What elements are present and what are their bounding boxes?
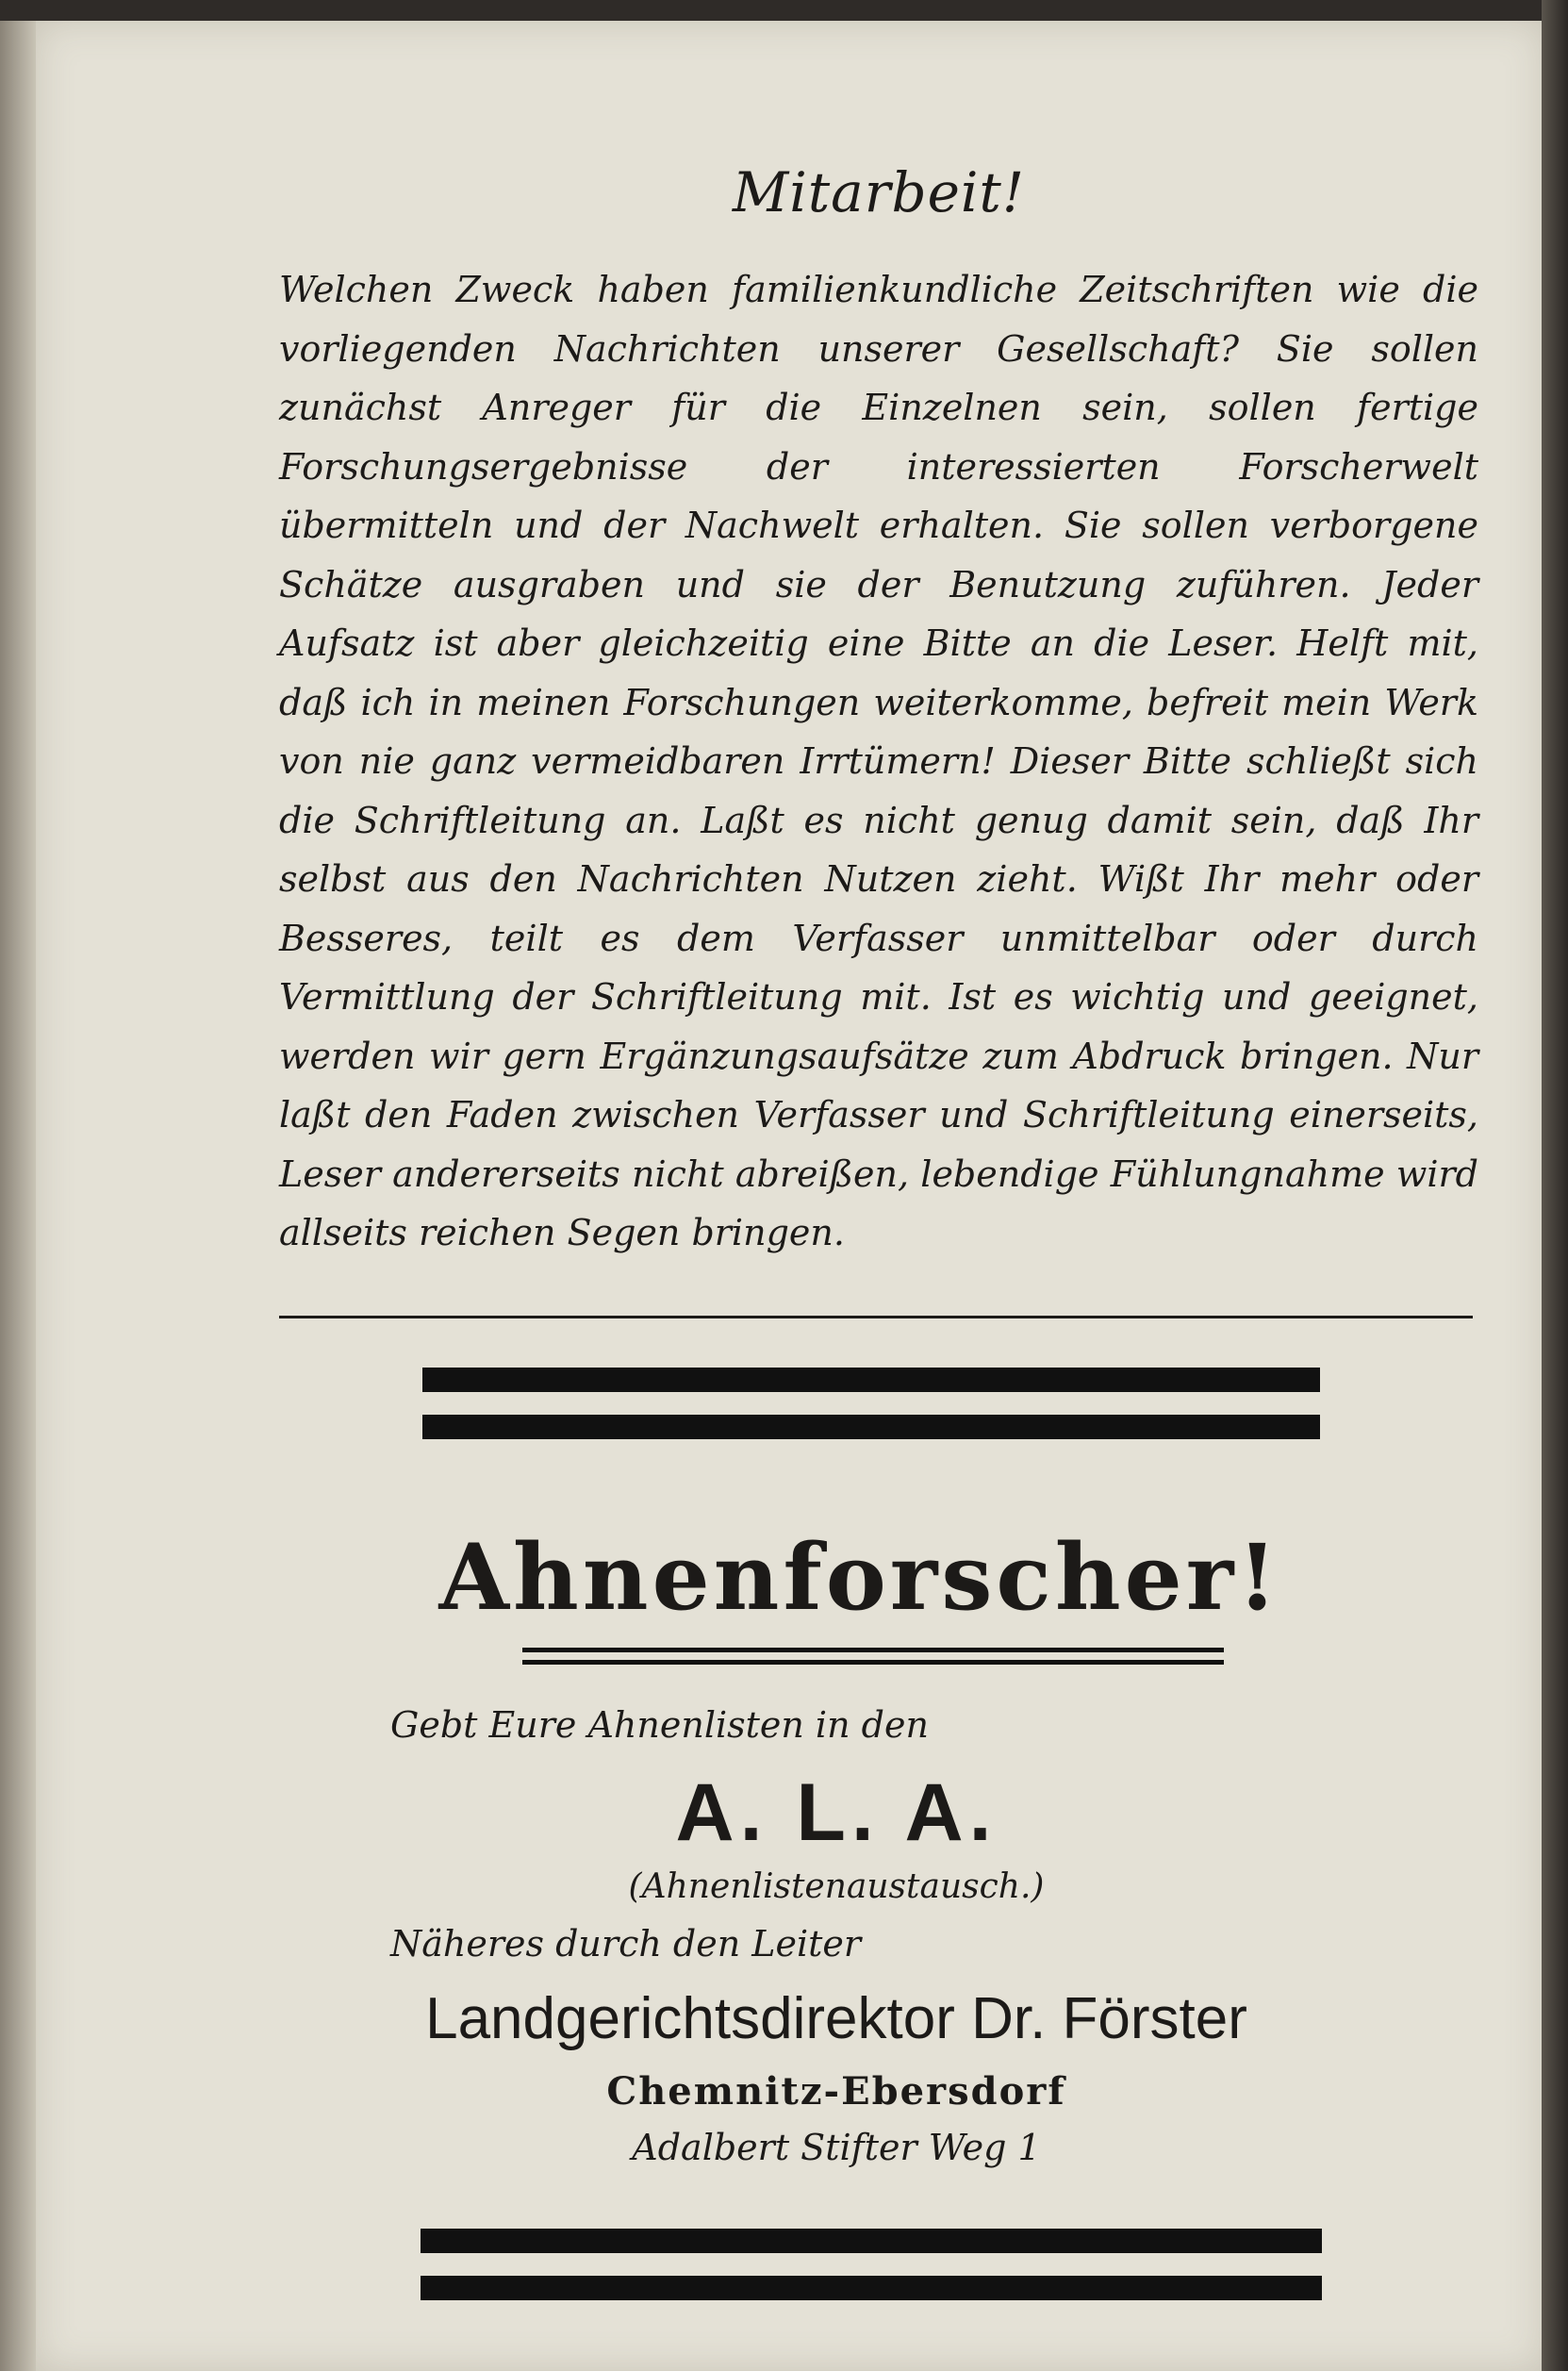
advert-line2: Näheres durch den Leiter bbox=[390, 1922, 862, 1965]
advert-city: Chemnitz-Ebersdorf bbox=[606, 2068, 1066, 2114]
bar bbox=[422, 1415, 1320, 1439]
divider-rule bbox=[279, 1316, 1473, 1318]
advert-street: Adalbert Stifter Weg 1 bbox=[632, 2126, 1041, 2168]
bar bbox=[421, 2229, 1322, 2253]
advert-director: Landgerichtsdirektor Dr. Förster bbox=[425, 1985, 1247, 2051]
advert-block bbox=[194, 1704, 1478, 2168]
page-edge-left bbox=[0, 21, 36, 2371]
bar bbox=[422, 1368, 1320, 1392]
article-title: Mitarbeit! bbox=[732, 160, 1026, 224]
bar bbox=[421, 2276, 1322, 2300]
rule-line bbox=[522, 1660, 1224, 1665]
article-body: Welchen Zweck haben familienkundliche Zeitschriften wie die vorliegenden Nachrichten unserer Gesellschaft? Sie sollen zunächst Anreger für die Einzelnen sein, sollen fertige Forschungsergebnisse der interessierten Forscherwelt übermitteln und der Nachwelt erhalten. Sie sollen verborgene Schätze ausgraben und sie der Benutzung zuführen. Jeder Aufsatz ist aber gleichzeitig eine Bitte an die Leser. Helft mit, daß ich in meinen Forschungen weiterkomme, befreit mein Werk von nie ganz vermeidbaren Irrtümern! Dieser Bitte schließt sich die Schriftleitung an. Laßt es nicht genug damit sein, daß Ihr selbst aus den Nachrichten Nutzen zieht. Wißt Ihr mehr oder Besseres, teilt es dem Verfasser unmittelbar oder durch Vermittlung der Schriftleitung mit. Ist es wichtig und geeignet, werden wir gern Ergänzungsaufsätze zum Abdruck bringen. Nur laßt den Faden zwischen Verfasser und Schriftleitung einerseits, Leser andererseits nicht abreißen, lebendige Fühlungnahme wird allseits reichen Segen bringen. bbox=[279, 269, 1478, 1253]
page-edge-right bbox=[1542, 0, 1568, 2371]
advert-line1: Gebt Eure Ahnenlisten in den bbox=[390, 1703, 929, 1746]
page-content bbox=[279, 160, 1478, 2323]
bottom-bars bbox=[421, 2229, 1322, 2300]
advert-acronym: A. L. A. bbox=[675, 1766, 998, 1858]
top-bars bbox=[422, 1368, 1320, 1439]
double-rule bbox=[522, 1648, 1224, 1665]
advert-headline: Ahnenforscher! bbox=[438, 1523, 1281, 1631]
advert-acronym-full: (Ahnenlistenaustausch.) bbox=[628, 1866, 1045, 1906]
rule-line bbox=[522, 1648, 1224, 1652]
